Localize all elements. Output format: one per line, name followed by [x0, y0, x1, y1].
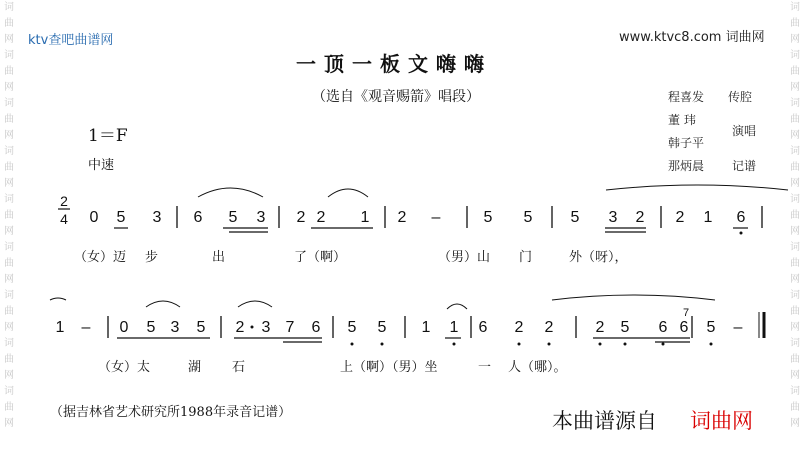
octave-dot	[548, 343, 551, 346]
slur-arc	[146, 301, 180, 307]
side-watermark-char: 网	[4, 370, 14, 381]
side-watermark-char: 词	[790, 2, 800, 13]
side-watermark-char: 网	[790, 82, 800, 93]
note-digit: 7	[285, 319, 295, 336]
slur-arc	[447, 304, 467, 309]
lyric-line2-2: 湖	[188, 360, 202, 375]
side-watermark-char: 曲	[790, 210, 800, 221]
credit-name-2: 董 玮	[668, 113, 696, 127]
tempo-marking: 中速	[88, 158, 115, 173]
note-digit: 2	[675, 209, 685, 226]
side-watermark-char: 曲	[790, 66, 800, 77]
side-watermark-char: 网	[790, 274, 800, 285]
note-digit: 6	[658, 319, 668, 336]
note-digit: 0	[89, 209, 99, 226]
time-signature-bottom: 4	[60, 211, 68, 227]
credit-role-3: 演唱	[732, 124, 757, 138]
slur-arc	[552, 295, 715, 300]
credit-role-1: 传腔	[728, 90, 753, 104]
note-digit: 1	[360, 209, 370, 226]
side-watermark-char: 网	[4, 226, 14, 237]
source-note: （据吉林省艺术研究所1988年录音记谱）	[50, 405, 292, 420]
octave-dot	[251, 326, 254, 329]
side-watermark-char: 词	[790, 98, 800, 109]
side-watermark-char: 词	[790, 194, 800, 205]
side-watermark-char: 词	[4, 146, 14, 157]
note-digit: 2	[635, 209, 645, 226]
side-watermark-char: 网	[4, 130, 14, 141]
octave-dot	[453, 343, 456, 346]
side-watermark-char: 网	[4, 82, 14, 93]
note-digit: 5	[523, 209, 533, 226]
slur-arc	[328, 189, 368, 197]
side-watermark-char: 网	[4, 274, 14, 285]
song-subtitle: （选自《观音赐箭》唱段）	[312, 89, 480, 105]
note-digit: 6	[311, 319, 321, 336]
side-watermark-char: 词	[4, 242, 14, 253]
octave-dot	[518, 343, 521, 346]
side-watermark-char: 网	[790, 226, 800, 237]
lyric-line1-6: 门	[519, 250, 533, 265]
note-digit: –	[81, 319, 91, 336]
side-watermark-char: 曲	[790, 306, 800, 317]
note-digit: 6	[679, 319, 689, 336]
side-watermark-char: 曲	[4, 306, 14, 317]
side-watermark-char: 曲	[4, 258, 14, 269]
octave-dot	[662, 343, 665, 346]
side-watermark-char: 曲	[790, 18, 800, 29]
side-watermark-char: 曲	[4, 402, 14, 413]
slur-arc	[198, 188, 263, 197]
note-digit: 5	[228, 209, 238, 226]
side-watermark-char: 网	[790, 34, 800, 45]
note-digit: 0	[119, 319, 129, 336]
octave-dot	[740, 232, 743, 235]
side-watermark-char: 网	[790, 418, 800, 429]
side-watermark-char: 词	[4, 290, 14, 301]
side-watermark-char: 网	[4, 178, 14, 189]
note-digit: 5	[706, 319, 716, 336]
side-watermark-char: 网	[790, 130, 800, 141]
song-title: 一顶一板文嗨嗨	[296, 52, 492, 76]
credit-role-4: 记谱	[732, 159, 757, 173]
top-left-watermark: ktv查吧曲谱网	[28, 33, 114, 48]
octave-dot	[381, 343, 384, 346]
side-watermark-char: 词	[4, 50, 14, 61]
note-digit: 5	[377, 319, 387, 336]
side-watermark-char: 词	[790, 50, 800, 61]
note-digit: 2	[397, 209, 407, 226]
side-watermark-char: 词	[790, 386, 800, 397]
note-digit: 2	[514, 319, 524, 336]
side-watermark-char: 曲	[790, 402, 800, 413]
tie-continuation	[50, 298, 66, 300]
side-watermark-char: 曲	[790, 258, 800, 269]
lyric-line1-5: （男）山	[438, 250, 491, 265]
side-watermark-char: 词	[4, 194, 14, 205]
side-watermark-char: 曲	[4, 66, 14, 77]
note-digit: 3	[261, 319, 271, 336]
grace-note: 7	[682, 307, 690, 319]
key-signature: 1＝F	[88, 126, 128, 146]
note-digit: 1	[421, 319, 431, 336]
side-watermark-char: 网	[4, 322, 14, 333]
side-watermark-char: 词	[790, 290, 800, 301]
note-digit: 2	[595, 319, 605, 336]
side-watermark-char: 词	[4, 2, 14, 13]
note-digit: 1	[703, 209, 713, 226]
side-watermark-char: 曲	[4, 114, 14, 125]
lyric-line1-1: （女）迈	[74, 250, 127, 265]
side-watermark-char: 曲	[4, 18, 14, 29]
lyric-line2-5: 一	[478, 360, 492, 375]
slur-arc	[238, 301, 272, 307]
note-digit: 3	[256, 209, 266, 226]
side-watermark-char: 词	[790, 338, 800, 349]
side-watermark-char: 词	[790, 242, 800, 253]
side-watermark-char: 网	[790, 322, 800, 333]
side-watermark-char: 曲	[4, 354, 14, 365]
lyric-line2-3: 石	[232, 360, 246, 375]
credit-name-3: 韩子平	[668, 136, 705, 150]
note-digit: 5	[347, 319, 357, 336]
side-watermark-char: 曲	[4, 210, 14, 221]
octave-dot	[599, 343, 602, 346]
credit-name-1: 程喜发	[668, 90, 705, 104]
bottom-watermark-site: 词曲网	[690, 409, 753, 433]
note-digit: 5	[570, 209, 580, 226]
note-digit: –	[431, 209, 441, 226]
note-digit: 6	[736, 209, 746, 226]
side-watermark-char: 曲	[790, 114, 800, 125]
slur-arc	[606, 185, 788, 190]
note-digit: 5	[620, 319, 630, 336]
note-digit: 3	[170, 319, 180, 336]
side-watermark-char: 网	[4, 418, 14, 429]
note-digit: 6	[478, 319, 488, 336]
note-digit: 5	[146, 319, 156, 336]
note-digit: 3	[152, 209, 162, 226]
side-watermark-char: 曲	[790, 162, 800, 173]
lyric-line2-4: 上（啊）（男）坐	[340, 360, 438, 375]
lyric-line1-4: 了（啊）	[294, 250, 347, 265]
side-watermark-char: 网	[790, 370, 800, 381]
note-digit: 3	[608, 209, 618, 226]
note-digit: 5	[196, 319, 206, 336]
lyric-line2-1: （女）太	[98, 360, 151, 375]
side-watermark-char: 词	[4, 386, 14, 397]
bottom-watermark-prefix: 本曲谱源自	[552, 409, 657, 433]
note-digit: 2	[235, 319, 245, 336]
octave-dot	[710, 343, 713, 346]
side-watermark-char: 曲	[4, 162, 14, 173]
note-digit: 1	[55, 319, 65, 336]
note-digit: 6	[193, 209, 203, 226]
octave-dot	[351, 343, 354, 346]
octave-dot	[624, 343, 627, 346]
note-digit: 5	[483, 209, 493, 226]
note-digit: 1	[449, 319, 459, 336]
lyric-line1-3: 出	[212, 250, 226, 265]
note-digit: 2	[544, 319, 554, 336]
side-watermark-char: 词	[790, 146, 800, 157]
note-digit: –	[733, 319, 743, 336]
top-right-watermark: www.ktvc8.com 词曲网	[619, 30, 765, 45]
lyric-line2-6: 人（哪）。	[508, 360, 567, 375]
lyric-line1-7: 外（呀），	[569, 250, 628, 265]
side-watermark-char: 词	[4, 338, 14, 349]
note-digit: 2	[316, 209, 326, 226]
side-watermark-char: 词	[4, 98, 14, 109]
side-watermark-char: 网	[790, 178, 800, 189]
side-watermark-char: 网	[4, 34, 14, 45]
credit-name-4: 那炳晨	[668, 159, 705, 173]
lyric-line1-2: 步	[145, 250, 159, 265]
time-signature-top: 2	[60, 193, 68, 209]
side-watermark-char: 曲	[790, 354, 800, 365]
note-digit: 2	[296, 209, 306, 226]
note-digit: 5	[116, 209, 126, 226]
